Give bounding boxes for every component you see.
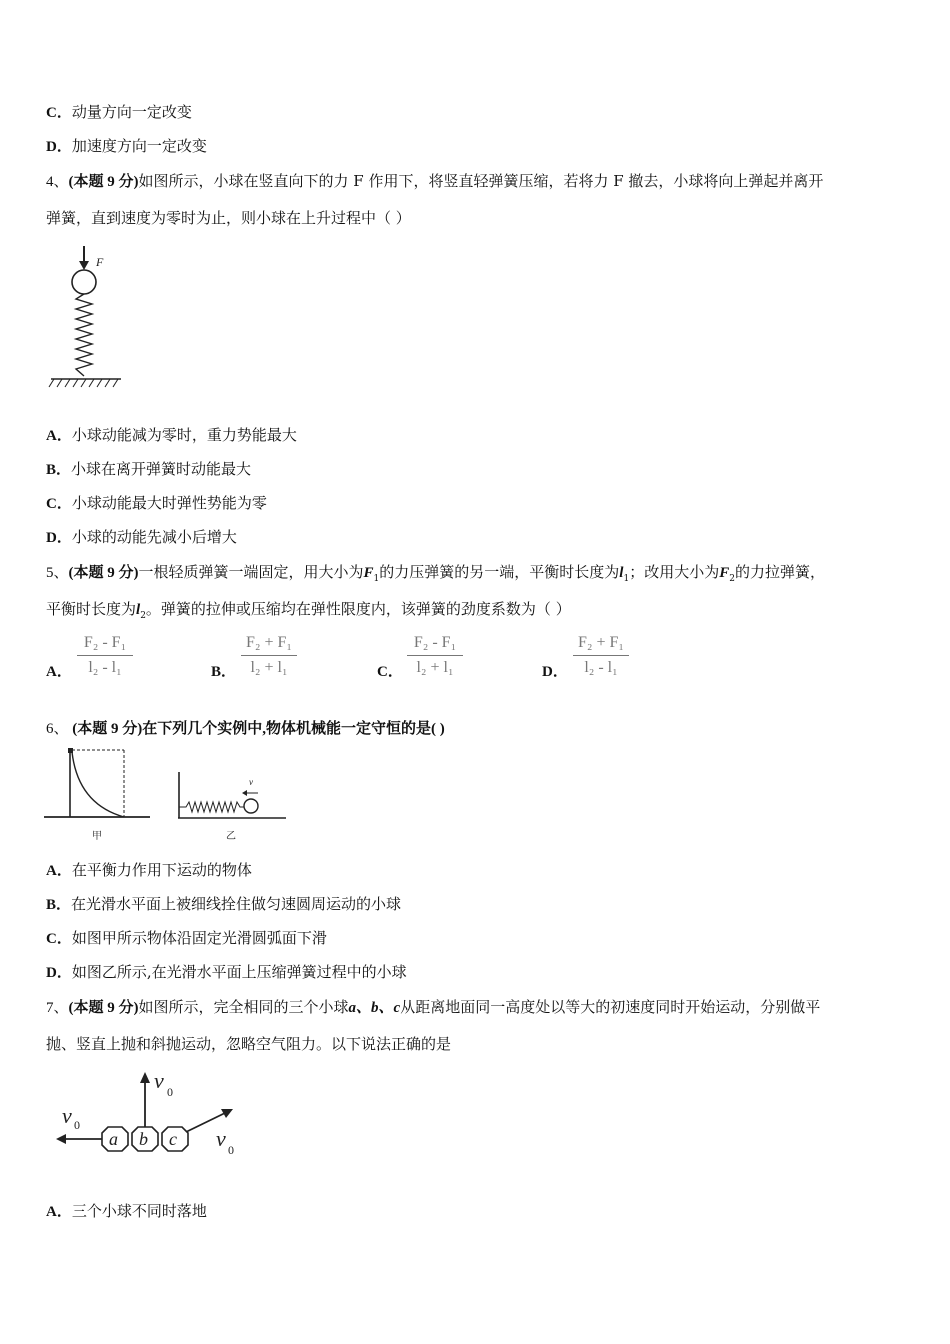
q5-option-c-fraction: F₂ - F₁ l₂ + l₁ (407, 633, 463, 678)
q7-v0-left: v (62, 1103, 72, 1128)
q6-option-a: A．在平衡力作用下运动的物体 (46, 861, 252, 879)
q6-figure-jia (44, 746, 154, 844)
q6-option-c: C．如图甲所示物体沿固定光滑圆弧面下滑 (46, 929, 327, 947)
q4-option-d: D．小球的动能先减小后增大 (46, 528, 237, 546)
ball-b-label: b (139, 1129, 148, 1149)
q5-option-a-fraction: F₂ - F₁ l₂ - l₁ (77, 633, 133, 678)
q6-option-d: D．如图乙所示,在光滑水平面上压缩弹簧过程中的小球 (46, 963, 407, 981)
q3-option-d: D．加速度方向一定改变 (46, 137, 207, 155)
q7-stem-line2: 抛、竖直上抛和斜抛运动，忽略空气阻力。以下说法正确的是 (46, 1035, 452, 1053)
q5-stem-line2: 平衡时长度为$l_2$。弹簧的拉伸或压缩均在弹性限度内，该弹簧的劲度系数为（ ） (46, 600, 571, 621)
q7-option-a: A．三个小球不同时落地 (46, 1202, 207, 1220)
q6-velocity-label: v (249, 777, 253, 787)
q6-caption-yi: 乙 (226, 831, 236, 842)
ball-a-label: a (109, 1129, 118, 1149)
force-f-label: F (96, 255, 104, 269)
q5-option-a-letter: A． (46, 664, 72, 680)
q7-v0-up-sub: 0 (167, 1085, 173, 1099)
q5-option-b-letter: B． (211, 664, 237, 680)
q6-stem: 6、 (本题 9 分)在下列几个实例中,物体机械能一定守恒的是( ) (46, 721, 445, 737)
q6-figure-yi (176, 772, 288, 844)
q3-option-c: C．动量方向一定改变 (46, 103, 192, 121)
q6-caption-jia: 甲 (92, 831, 102, 842)
q6-option-b: B．在光滑水平面上被细线拴住做匀速圆周运动的小球 (46, 895, 402, 913)
q7-stem-line1: 7、(本题 9 分)如图所示，完全相同的三个小球a、b、c从距离地面同一高度处以等大的初速度同时开始运动，分别做平 (46, 998, 821, 1016)
q5-option-b-fraction: F₂ + F₁ l₂ + l₁ (241, 633, 297, 678)
q7-v0-left-sub: 0 (74, 1118, 80, 1132)
q7-v0-up: v (154, 1068, 164, 1093)
q7-v0-diag-sub: 0 (228, 1143, 234, 1157)
q7-figure (50, 1068, 240, 1160)
q7-v0-diag: v (216, 1126, 226, 1151)
q4-option-b: B．小球在离开弹簧时动能最大 (46, 460, 252, 478)
q5-option-c-letter: C． (377, 664, 403, 680)
q4-option-a: A．小球动能减为零时，重力势能最大 (46, 426, 297, 444)
ball-c-label: c (169, 1129, 177, 1149)
q4-stem-line2: 弹簧，直到速度为零时为止，则小球在上升过程中（ ） (46, 209, 411, 227)
q4-option-c: C．小球动能最大时弹性势能为零 (46, 494, 267, 512)
q5-option-d-fraction: F₂ + F₁ l₂ - l₁ (573, 633, 629, 678)
q5-option-d-letter: D． (542, 664, 568, 680)
q4-spring-figure (46, 246, 126, 394)
q4-stem-line1: 4、(本题 9 分)如图所示，小球在竖直向下的力 F 作用下，将竖直轻弹簧压缩，若将力 F 撤去，小球将向上弹起并离开 (46, 172, 824, 190)
q5-stem-line1: 5、(本题 9 分)一根轻质弹簧一端固定，用大小为$F_1$的力压弹簧的另一端，平衡时长度为$l_1$；改用大小为$F_2$的力拉弹簧， (46, 563, 825, 584)
